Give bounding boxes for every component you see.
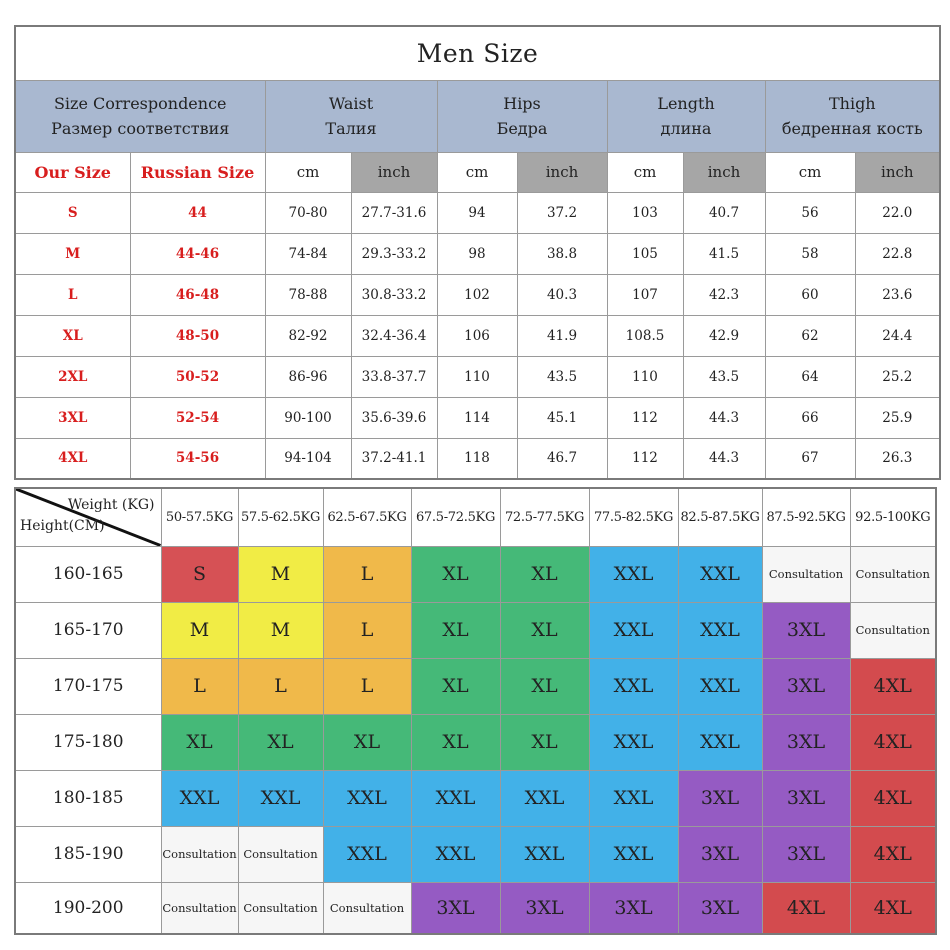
- size-cell: 4XL: [850, 714, 936, 770]
- measurement-cell: 43.5: [683, 356, 765, 397]
- table-row: [15, 315, 940, 356]
- measurement-cell: 37.2: [517, 192, 607, 233]
- weight-range-header: 57.5-62.5KG: [238, 488, 323, 546]
- size-cell: M: [238, 602, 323, 658]
- weight-header-row: [15, 488, 936, 546]
- measurement-cell: 40.3: [517, 274, 607, 315]
- size-cell: XXL: [678, 714, 762, 770]
- size-cell: XXL: [500, 770, 589, 826]
- size-cell: XL: [500, 714, 589, 770]
- measurement-cell: 102: [437, 274, 517, 315]
- our-size-cell: 3XL: [15, 397, 130, 438]
- size-cell: L: [323, 658, 411, 714]
- size-cell: 4XL: [850, 770, 936, 826]
- consultation-cell: Consultation: [238, 882, 323, 934]
- cm-column-header: cm: [265, 152, 351, 192]
- russian-size-cell: 44: [130, 192, 265, 233]
- size-cell: XXL: [161, 770, 238, 826]
- our-size-cell: M: [15, 233, 130, 274]
- table-row: [15, 658, 936, 714]
- inch-column-header: inch: [351, 152, 437, 192]
- group-header: [265, 80, 437, 152]
- size-cell: 3XL: [762, 770, 850, 826]
- size-cell: 3XL: [411, 882, 500, 934]
- measurement-cell: 30.8-33.2: [351, 274, 437, 315]
- measurement-cell: 106: [437, 315, 517, 356]
- size-cell: M: [238, 546, 323, 602]
- size-cell: XXL: [500, 826, 589, 882]
- weight-range-header: 77.5-82.5KG: [589, 488, 678, 546]
- weight-range-header: 87.5-92.5KG: [762, 488, 850, 546]
- weight-range-header: 92.5-100KG: [850, 488, 936, 546]
- measurement-cell: 46.7: [517, 438, 607, 479]
- height-axis-label: Height(CM): [20, 517, 105, 534]
- measurement-cell: 42.9: [683, 315, 765, 356]
- height-range-cell: 170-175: [15, 658, 161, 714]
- measurement-cell: 70-80: [265, 192, 351, 233]
- russian-size-cell: 44-46: [130, 233, 265, 274]
- size-cell: XXL: [678, 658, 762, 714]
- size-cell: 3XL: [678, 882, 762, 934]
- measurement-cell: 25.9: [855, 397, 940, 438]
- measurement-cell: 25.2: [855, 356, 940, 397]
- size-cell: XXL: [589, 546, 678, 602]
- group-header-en: Waist: [328, 94, 374, 113]
- table-row: [15, 714, 936, 770]
- group-header-en: Thigh: [828, 94, 876, 113]
- cm-column-header: cm: [437, 152, 517, 192]
- group-header-en: Size Correspondence: [53, 94, 227, 113]
- measurement-cell: 60: [765, 274, 855, 315]
- size-cell: XL: [500, 602, 589, 658]
- table-row: [15, 602, 936, 658]
- measurement-cell: 110: [437, 356, 517, 397]
- consultation-cell: Consultation: [161, 826, 238, 882]
- table-row: [15, 397, 940, 438]
- measurement-cell: 67: [765, 438, 855, 479]
- weight-range-header: 62.5-67.5KG: [323, 488, 411, 546]
- measurement-cell: 56: [765, 192, 855, 233]
- our-size-cell: S: [15, 192, 130, 233]
- size-cell: XL: [411, 658, 500, 714]
- subheader-row: [15, 152, 940, 192]
- table-row: [15, 882, 936, 934]
- size-cell: XL: [411, 602, 500, 658]
- size-cell: S: [161, 546, 238, 602]
- measurement-cell: 44.3: [683, 397, 765, 438]
- size-cell: XL: [238, 714, 323, 770]
- measurement-cell: 22.8: [855, 233, 940, 274]
- table-row: [15, 438, 940, 479]
- measurement-cell: 43.5: [517, 356, 607, 397]
- size-cell: XXL: [589, 714, 678, 770]
- measurement-cell: 66: [765, 397, 855, 438]
- size-cell: XXL: [238, 770, 323, 826]
- measurement-cell: 35.6-39.6: [351, 397, 437, 438]
- measurement-cell: 23.6: [855, 274, 940, 315]
- size-cell: 4XL: [850, 658, 936, 714]
- measurement-cell: 107: [607, 274, 683, 315]
- size-cell: 3XL: [762, 714, 850, 770]
- size-cell: XXL: [678, 602, 762, 658]
- inch-column-header: inch: [855, 152, 940, 192]
- measurement-cell: 112: [607, 397, 683, 438]
- size-cell: 4XL: [850, 826, 936, 882]
- weight-range-header: 67.5-72.5KG: [411, 488, 500, 546]
- measurement-cell: 45.1: [517, 397, 607, 438]
- measurement-cell: 41.5: [683, 233, 765, 274]
- inch-column-header: inch: [683, 152, 765, 192]
- measurement-cell: 44.3: [683, 438, 765, 479]
- weight-range-header: 50-57.5KG: [161, 488, 238, 546]
- height-range-cell: 190-200: [15, 882, 161, 934]
- corner-cell: [15, 488, 161, 546]
- weight-axis-label: Weight (KG): [67, 497, 155, 513]
- measurement-cell: 94: [437, 192, 517, 233]
- height-range-cell: 165-170: [15, 602, 161, 658]
- height-range-cell: 185-190: [15, 826, 161, 882]
- measurement-cell: 94-104: [265, 438, 351, 479]
- size-cell: XXL: [323, 770, 411, 826]
- size-cell: XL: [323, 714, 411, 770]
- our-size-cell: L: [15, 274, 130, 315]
- measurement-cell: 24.4: [855, 315, 940, 356]
- size-cell: XL: [411, 714, 500, 770]
- group-header-ru: Талия: [325, 119, 377, 138]
- measurement-cell: 90-100: [265, 397, 351, 438]
- size-cell: 3XL: [762, 826, 850, 882]
- group-header: [765, 80, 940, 152]
- size-cell: 3XL: [500, 882, 589, 934]
- table-row: [15, 233, 940, 274]
- size-column-header: Russian Size: [130, 152, 265, 192]
- size-cell: 3XL: [589, 882, 678, 934]
- size-cell: L: [323, 546, 411, 602]
- size-cell: XL: [161, 714, 238, 770]
- size-cell: L: [161, 658, 238, 714]
- height-range-cell: 175-180: [15, 714, 161, 770]
- table-row: [15, 770, 936, 826]
- table-row: [15, 274, 940, 315]
- measurement-cell: 78-88: [265, 274, 351, 315]
- measurement-cell: 22.0: [855, 192, 940, 233]
- measurement-cell: 42.3: [683, 274, 765, 315]
- group-header-ru: бедренная кость: [781, 119, 923, 138]
- measurement-cell: 64: [765, 356, 855, 397]
- group-header-ru: длина: [660, 119, 712, 138]
- size-cell: XL: [500, 546, 589, 602]
- table-row: [15, 192, 940, 233]
- consultation-cell: Consultation: [850, 602, 936, 658]
- table-row: [15, 356, 940, 397]
- group-header-en: Hips: [503, 94, 541, 113]
- measurement-cell: 110: [607, 356, 683, 397]
- table-row: [15, 826, 936, 882]
- size-cell: M: [161, 602, 238, 658]
- weight-range-header: 72.5-77.5KG: [500, 488, 589, 546]
- size-cell: XXL: [589, 770, 678, 826]
- size-cell: L: [238, 658, 323, 714]
- height-range-cell: 160-165: [15, 546, 161, 602]
- group-header: [15, 80, 265, 152]
- measurement-cell: 37.2-41.1: [351, 438, 437, 479]
- group-header: [607, 80, 765, 152]
- consultation-cell: Consultation: [762, 546, 850, 602]
- measurement-cell: 38.8: [517, 233, 607, 274]
- group-header-ru: Бедра: [496, 119, 548, 138]
- size-cell: XXL: [589, 826, 678, 882]
- cm-column-header: cm: [765, 152, 855, 192]
- height-range-cell: 180-185: [15, 770, 161, 826]
- russian-size-cell: 46-48: [130, 274, 265, 315]
- size-cell: XXL: [323, 826, 411, 882]
- measurement-cell: 108.5: [607, 315, 683, 356]
- size-cell: XXL: [411, 770, 500, 826]
- size-chart-title: Men Size: [15, 26, 940, 80]
- measurement-cell: 32.4-36.4: [351, 315, 437, 356]
- measurement-cell: 86-96: [265, 356, 351, 397]
- measurement-cell: 105: [607, 233, 683, 274]
- group-header: [437, 80, 607, 152]
- size-cell: 3XL: [678, 826, 762, 882]
- group-header-ru: Размер соответствия: [51, 119, 230, 138]
- size-cell: XL: [411, 546, 500, 602]
- size-cell: 4XL: [850, 882, 936, 934]
- our-size-cell: 4XL: [15, 438, 130, 479]
- measurement-cell: 82-92: [265, 315, 351, 356]
- our-size-cell: XL: [15, 315, 130, 356]
- cm-column-header: cm: [607, 152, 683, 192]
- size-cell: 3XL: [762, 602, 850, 658]
- size-correspondence-table: [14, 25, 941, 480]
- measurement-cell: 103: [607, 192, 683, 233]
- russian-size-cell: 54-56: [130, 438, 265, 479]
- group-header-row: [15, 80, 940, 152]
- group-header-en: Length: [657, 94, 715, 113]
- measurement-cell: 98: [437, 233, 517, 274]
- consultation-cell: Consultation: [238, 826, 323, 882]
- size-cell: XXL: [589, 658, 678, 714]
- table-row: [15, 546, 936, 602]
- inch-column-header: inch: [517, 152, 607, 192]
- measurement-cell: 33.8-37.7: [351, 356, 437, 397]
- size-cell: XXL: [411, 826, 500, 882]
- our-size-cell: 2XL: [15, 356, 130, 397]
- size-cell: XXL: [678, 546, 762, 602]
- measurement-cell: 118: [437, 438, 517, 479]
- russian-size-cell: 52-54: [130, 397, 265, 438]
- consultation-cell: Consultation: [161, 882, 238, 934]
- size-cell: L: [323, 602, 411, 658]
- russian-size-cell: 50-52: [130, 356, 265, 397]
- weight-range-header: 82.5-87.5KG: [678, 488, 762, 546]
- consultation-cell: Consultation: [323, 882, 411, 934]
- height-weight-size-table: [14, 487, 937, 935]
- size-cell: 3XL: [762, 658, 850, 714]
- measurement-cell: 41.9: [517, 315, 607, 356]
- consultation-cell: Consultation: [850, 546, 936, 602]
- measurement-cell: 26.3: [855, 438, 940, 479]
- measurement-cell: 27.7-31.6: [351, 192, 437, 233]
- measurement-cell: 29.3-33.2: [351, 233, 437, 274]
- measurement-cell: 112: [607, 438, 683, 479]
- measurement-cell: 114: [437, 397, 517, 438]
- size-cell: 3XL: [678, 770, 762, 826]
- size-column-header: Our Size: [15, 152, 130, 192]
- measurement-cell: 40.7: [683, 192, 765, 233]
- russian-size-cell: 48-50: [130, 315, 265, 356]
- measurement-cell: 58: [765, 233, 855, 274]
- measurement-cell: 74-84: [265, 233, 351, 274]
- size-cell: XL: [500, 658, 589, 714]
- measurement-cell: 62: [765, 315, 855, 356]
- size-cell: 4XL: [762, 882, 850, 934]
- size-cell: XXL: [589, 602, 678, 658]
